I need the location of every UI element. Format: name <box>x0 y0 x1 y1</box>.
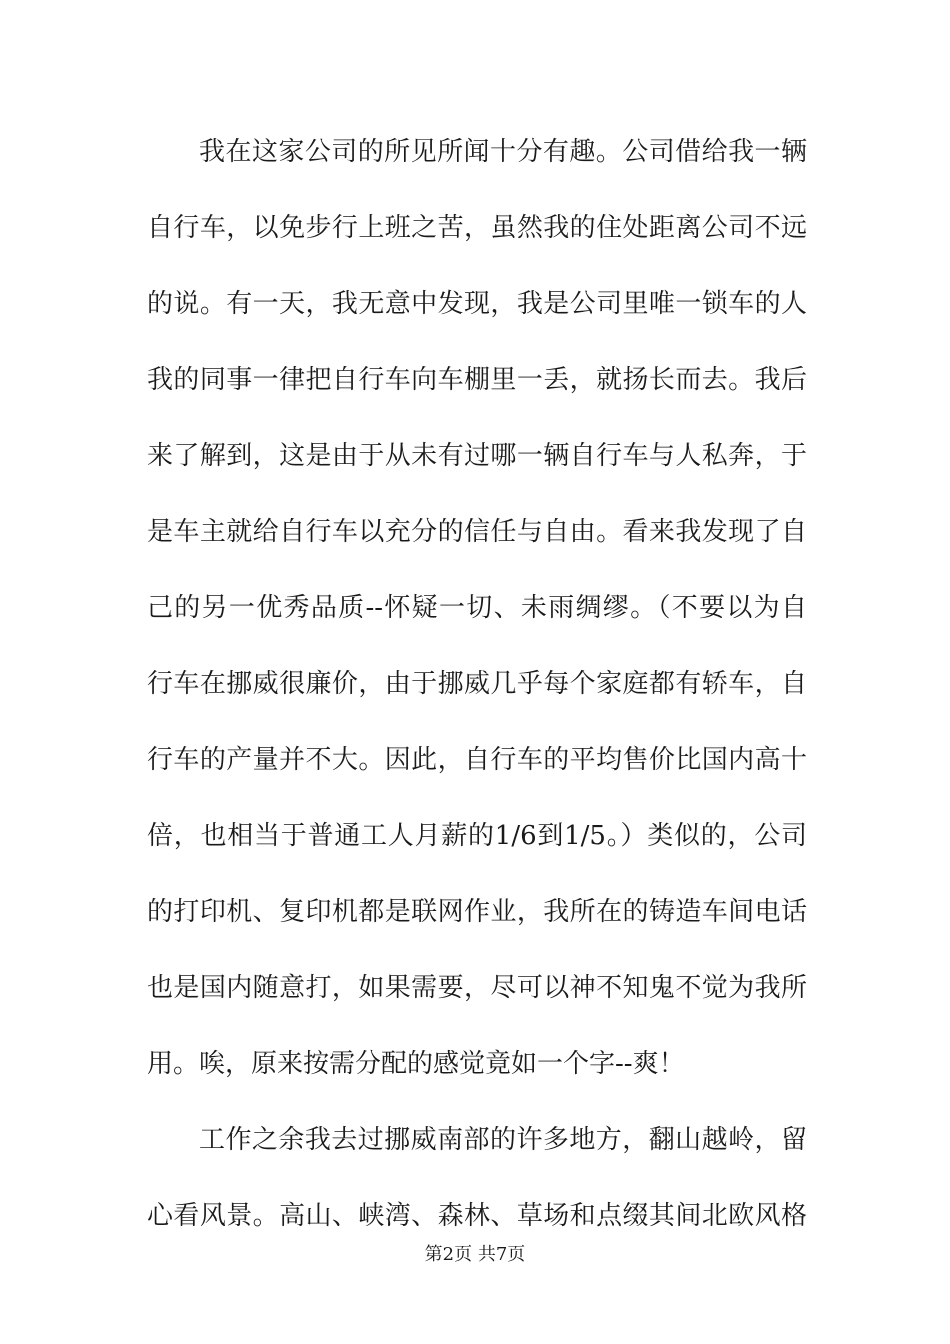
paragraph-line-5: 来了解到，这是由于从未有过哪一辆自行车与人私奔，于 <box>147 441 807 471</box>
paragraph-line-1: 我在这家公司的所见所闻十分有趣。公司借给我一辆 <box>199 137 807 167</box>
page-number-footer: 第2页 共7页 <box>424 1244 526 1265</box>
paragraph-line-15: 心看风景。高山、峡湾、森林、草场和点缀其间北欧风格 <box>147 1201 807 1231</box>
paragraph-line-14: 工作之余我去过挪威南部的许多地方，翻山越岭，留 <box>199 1125 807 1155</box>
paragraph-line-3: 的说。有一天，我无意中发现，我是公司里唯一锁车的人 <box>147 289 807 319</box>
paragraph-line-10: 倍，也相当于普通工人月薪的1/6到1/5。）类似的，公司 <box>147 821 807 851</box>
paragraph-line-4: 我的同事一律把自行车向车棚里一丢，就扬长而去。我后 <box>147 365 807 395</box>
paragraph-line-13: 用。唉，原来按需分配的感觉竟如一个字--爽！ <box>147 1049 685 1079</box>
paragraph-line-6: 是车主就给自行车以充分的信任与自由。看来我发现了自 <box>147 517 807 547</box>
paragraph-line-12: 也是国内随意打，如果需要，尽可以神不知鬼不觉为我所 <box>147 973 807 1003</box>
paragraph-line-9: 行车的产量并不大。因此，自行车的平均售价比国内高十 <box>147 745 807 775</box>
paragraph-line-2: 自行车，以免步行上班之苦，虽然我的住处距离公司不远 <box>147 213 807 243</box>
paragraph-line-11: 的打印机、复印机都是联网作业，我所在的铸造车间电话 <box>147 897 807 927</box>
paragraph-line-8: 行车在挪威很廉价，由于挪威几乎每个家庭都有轿车，自 <box>147 669 807 699</box>
paragraph-line-7: 己的另一优秀品质--怀疑一切、未雨绸缪。（不要以为自 <box>147 593 807 623</box>
